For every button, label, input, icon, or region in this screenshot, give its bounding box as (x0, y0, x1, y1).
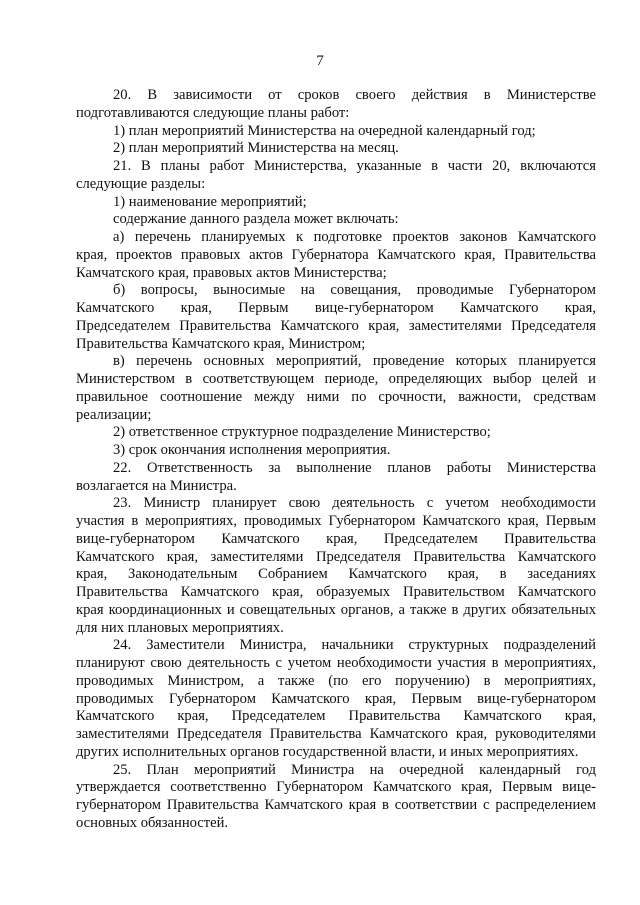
text-line: края координационных и совещательных органов, а также в других обязательных (76, 601, 596, 618)
paragraph-p21-1-b (76, 282, 596, 353)
text-line: других исполнительных органов государственной власти, и иных мероприятиях. (76, 743, 579, 760)
text-line: Камчатского края, правовых актов Министерства; (76, 264, 387, 281)
paragraph-p20-2 (76, 140, 596, 158)
text-line: края, Законодательным Собранием Камчатского края, в заседаниях (76, 566, 596, 583)
text-line: края, проектов правовых актов Губернатора Камчатского края, Правительства (76, 246, 596, 263)
text-line: проводимых Министром, а также (по его поручению) в мероприятиях, (76, 672, 596, 689)
text-line: б) вопросы, выносимые на совещания, проводимые Губернатором (113, 282, 596, 299)
text-line: планируют свою деятельность с учетом необходимости участия в мероприятиях, (76, 655, 596, 671)
text-line: 2) ответственное структурное подразделение Министерство; (113, 424, 491, 441)
paragraph-p21-1-v (76, 353, 596, 424)
paragraph-p21-2 (76, 424, 596, 442)
text-line: вице-губернатором Камчатского края, Председателем Правительства (76, 530, 596, 547)
paragraph-p20 (76, 87, 596, 123)
text-line: подготавливаются следующие планы работ: (76, 104, 350, 121)
paragraph-p21-3 (76, 442, 596, 460)
text-line: 24. Заместители Министра, начальники структурных подразделений (113, 637, 596, 654)
text-line: 21. В планы работ Министерства, указанные в части 20, включаются (113, 158, 596, 174)
text-line: Председателем Правительства Камчатского края, заместителями Председателя (76, 317, 596, 334)
text-line: содержание данного раздела может включать: (113, 211, 399, 228)
text-line: возлагается на Министра. (76, 477, 237, 494)
text-line: правильное соотношение между ними по срочности, важности, средствам (76, 388, 596, 405)
paragraph-p22 (76, 460, 596, 496)
text-line: в) перечень основных мероприятий, проведение которых планируется (113, 353, 596, 370)
text-line: 1) наименование мероприятий; (113, 193, 307, 210)
paragraph-p21-1 (76, 194, 596, 212)
paragraph-p25 (76, 762, 596, 833)
text-line: Камчатского края, заместителями Председателя Правительства Камчатского (76, 548, 596, 565)
text-line: 22. Ответственность за выполнение планов работы Министерства (113, 459, 596, 476)
page-number: 7 (316, 53, 324, 69)
paragraph-p21-1-note (76, 211, 596, 229)
paragraph-p20-1 (76, 123, 596, 141)
text-line: участия в мероприятиях, проводимых Губернатором Камчатского края, Первым (76, 513, 596, 529)
text-line: Министерством в соответствующем периоде, определяющих выбор целей и (76, 371, 596, 387)
text-line: 2) план мероприятий Министерства на месяц. (113, 140, 399, 157)
paragraph-p23 (76, 495, 596, 637)
text-line: 20. В зависимости от сроков своего действия в Министерстве (113, 87, 596, 103)
paragraph-p21-1-a (76, 229, 596, 282)
document-body (76, 87, 596, 833)
text-line: следующие разделы: (76, 175, 206, 192)
text-line: а) перечень планируемых к подготовке проектов законов Камчатского (113, 229, 596, 245)
text-line: утверждается соответственно Губернатором Камчатского края, Первым вице- (76, 779, 596, 796)
paragraph-p24 (76, 637, 596, 761)
text-line: заместителями Председателя Правительства Камчатского края, руководителями (76, 726, 596, 742)
paragraph-p21 (76, 158, 596, 194)
text-line: реализации; (76, 406, 152, 423)
text-line: проводимых Губернатором Камчатского края, Первым вице-губернатором (76, 690, 596, 707)
text-line: основных обязанностей. (76, 814, 229, 831)
text-line: Камчатского края, Председателем Правительства Камчатского края, (76, 708, 596, 725)
text-line: 23. Министр планирует свою деятельность с учетом необходимости (113, 495, 596, 512)
text-line: губернатором Правительства Камчатского края в соответствии с распределением (76, 797, 596, 813)
text-line: 1) план мероприятий Министерства на очередной календарный год; (113, 122, 536, 139)
text-line: Правительства Камчатского края, образуемых Правительством Камчатского (76, 584, 596, 600)
text-line: 25. План мероприятий Министра на очередной календарный год (113, 761, 596, 778)
text-line: 3) срок окончания исполнения мероприятия. (113, 442, 391, 458)
text-line: для них плановых мероприятиях. (76, 619, 284, 636)
text-line: Камчатского края, Первым вице-губернатором Камчатского края, (76, 300, 596, 316)
text-line: Правительства Камчатского края, Министром; (76, 335, 366, 352)
